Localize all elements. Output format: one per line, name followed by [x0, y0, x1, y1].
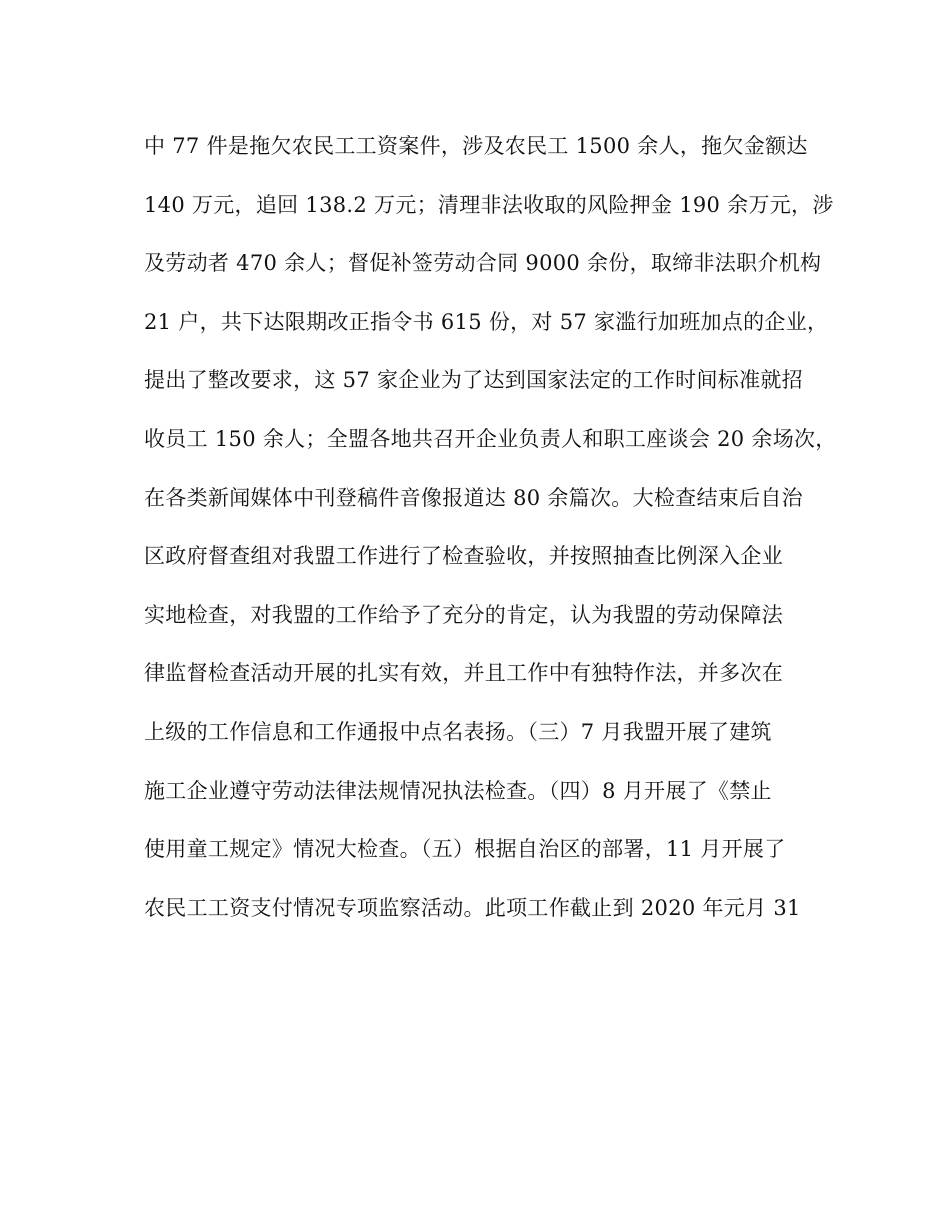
text-line: 上级的工作信息和工作通报中点名表扬。（三）7 月我盟开展了建筑	[144, 719, 772, 744]
text-line: 提出了整改要求，这 57 家企业为了达到国家法定的工作时间标准就招	[144, 368, 803, 393]
text-line: 21 户，共下达限期改正指令书 615 份，对 57 家滥行加班加点的企业，	[144, 309, 829, 334]
text-line: 及劳动者 470 余人；督促补签劳动合同 9000 余份，取缔非法职介机构	[144, 251, 822, 276]
text-line: 农民工工资支付情况专项监察活动。此项工作截止到 2020 年元月 31	[144, 895, 801, 920]
body-text	[144, 126, 837, 946]
text-line: 实地检查，对我盟的工作给予了充分的肯定，认为我盟的劳动保障法	[144, 602, 783, 627]
text-line: 区政府督查组对我盟工作进行了检查验收，并按照抽查比例深入企业	[144, 544, 783, 569]
text-line: 140 万元，追回 138.2 万元；清理非法收取的风险押金 190 余万元，涉	[144, 192, 834, 217]
text-line: 施工企业遵守劳动法律法规情况执法检查。（四）8 月开展了《禁止	[144, 778, 772, 803]
text-line: 使用童工规定》情况大检查。（五）根据自治区的部署，11 月开展了	[144, 837, 786, 862]
text-line: 收员工 150 余人；全盟各地共召开企业负责人和职工座谈会 20 余场次，	[144, 426, 837, 451]
text-line: 中 77 件是拖欠农民工工资案件，涉及农民工 1500 余人，拖欠金额达	[144, 134, 808, 158]
text-line: 在各类新闻媒体中刊登稿件音像报道达 80 余篇次。大检查结束后自治	[144, 485, 803, 510]
text-line: 律监督检查活动开展的扎实有效，并且工作中有独特作法，并多次在	[144, 661, 783, 686]
